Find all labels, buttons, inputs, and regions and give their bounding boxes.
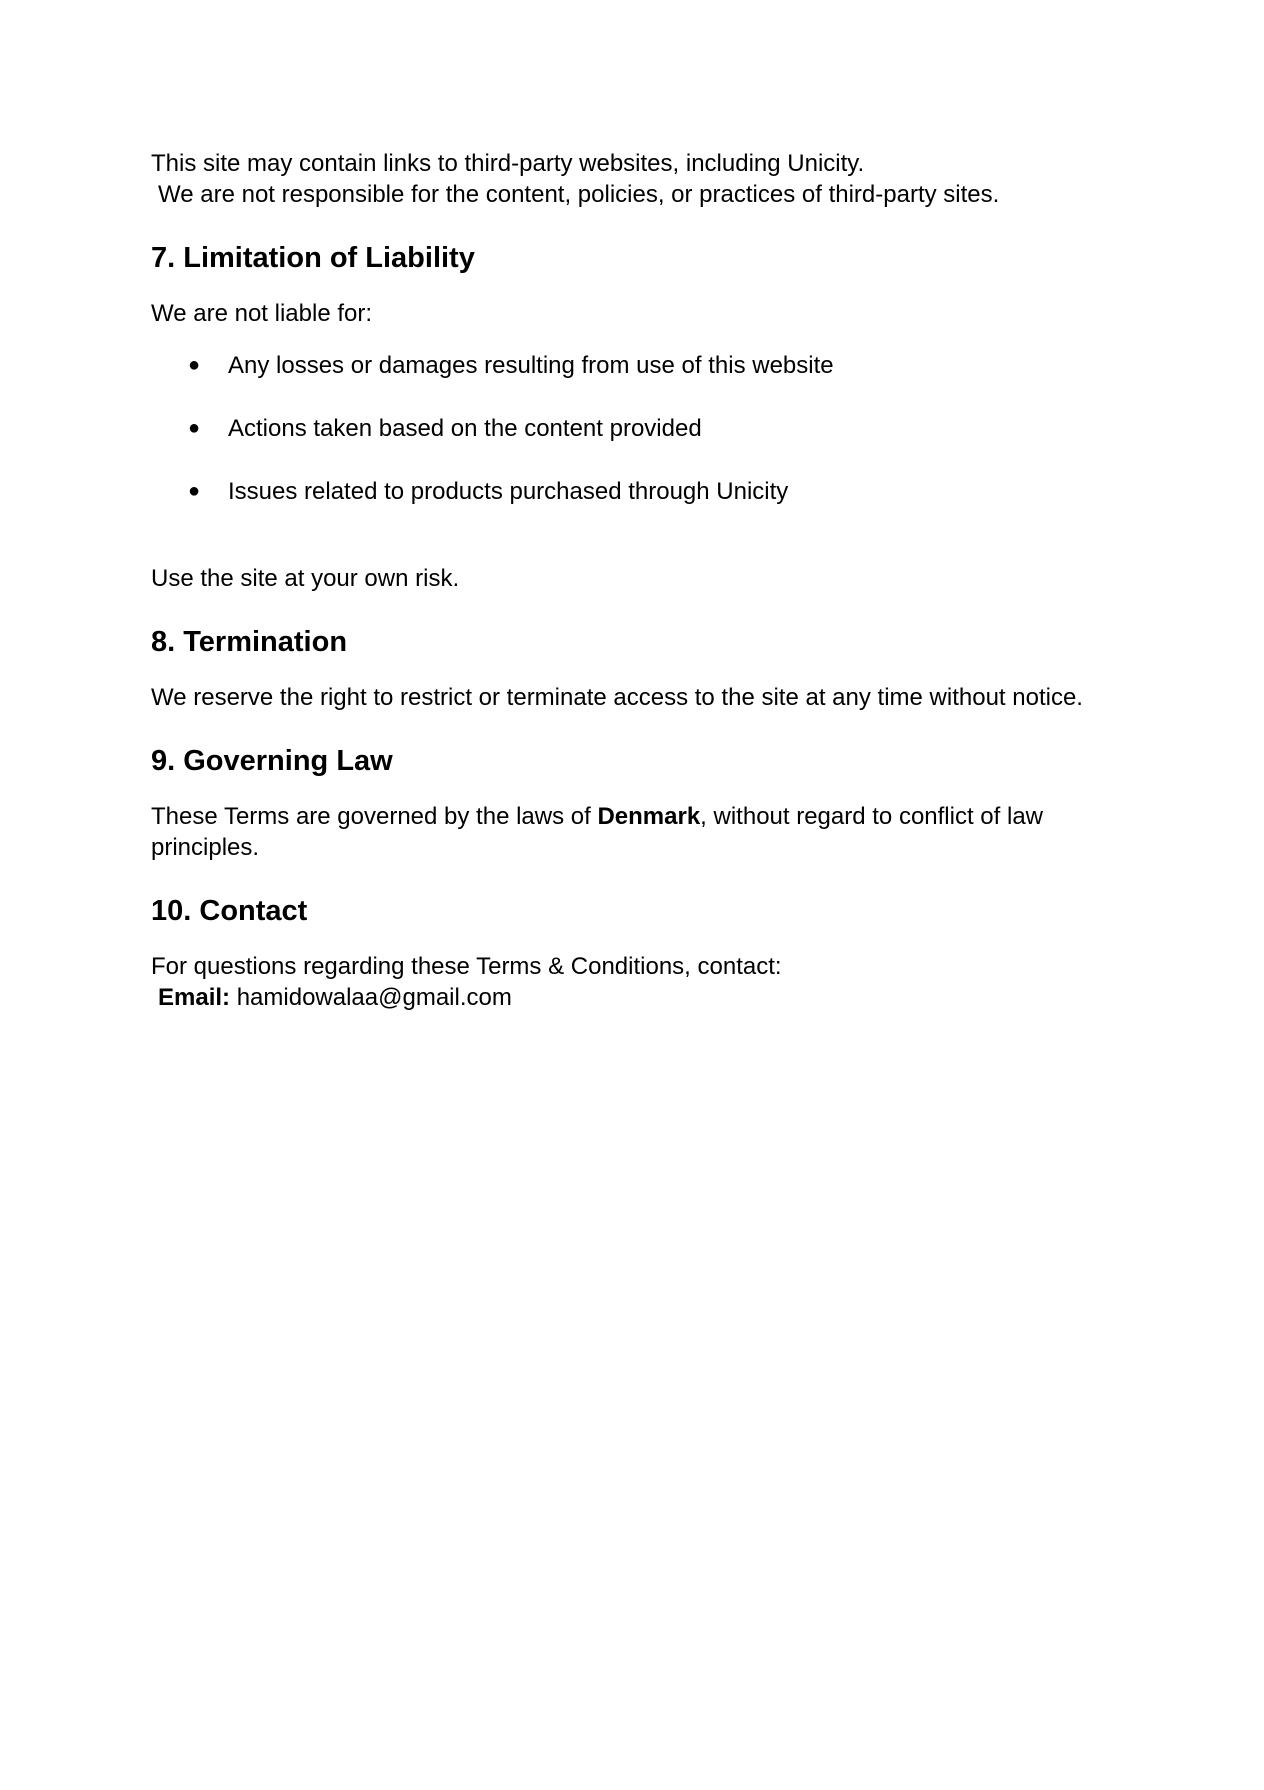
governing-law-text-before: These Terms are governed by the laws of [151, 803, 598, 830]
section-8-heading: 8. Termination [151, 626, 348, 658]
email-address: hamidowalaa@gmail.com [236, 984, 512, 1011]
contact-text: For questions regarding these Terms & Conditions, contact: [151, 953, 782, 980]
liability-list [151, 350, 1111, 507]
bullet-icon: ● [188, 354, 201, 376]
third-party-links-paragraph [151, 148, 1111, 210]
intro-line-1: This site may contain links to third-party websites, including Unicity. [151, 150, 865, 177]
section-9-heading: 9. Governing Law [151, 745, 393, 777]
section-7-heading: 7. Limitation of Liability [151, 242, 475, 274]
termination-paragraph: We reserve the right to restrict or terminate access to the site at any time without notice. [151, 684, 1083, 711]
list-item-text: Issues related to products purchased through Unicity [228, 478, 789, 505]
email-label: Email: [158, 984, 231, 1011]
document-content [151, 148, 1111, 1013]
contact-email-line [151, 984, 512, 1011]
list-item-text: Actions taken based on the content provided [228, 415, 702, 442]
list-item-text: Any losses or damages resulting from use of this website [228, 352, 834, 379]
section-10-heading: 10. Contact [151, 895, 308, 927]
governing-law-paragraph [151, 801, 1111, 863]
bullet-icon: ● [188, 480, 201, 502]
section-7-lead: We are not liable for: [151, 300, 373, 327]
bullet-icon: ● [188, 417, 201, 439]
own-risk-paragraph: Use the site at your own risk. [151, 565, 460, 592]
list-item [151, 476, 1111, 507]
governing-country: Denmark [597, 803, 701, 830]
intro-line-2: We are not responsible for the content, policies, or practices of third-party sites. [158, 181, 1000, 208]
list-item [151, 350, 1111, 381]
list-item [151, 413, 1111, 444]
governing-law-text-after: , without regard to conflict of law principles. [151, 803, 1044, 861]
contact-paragraph [151, 951, 1111, 1013]
